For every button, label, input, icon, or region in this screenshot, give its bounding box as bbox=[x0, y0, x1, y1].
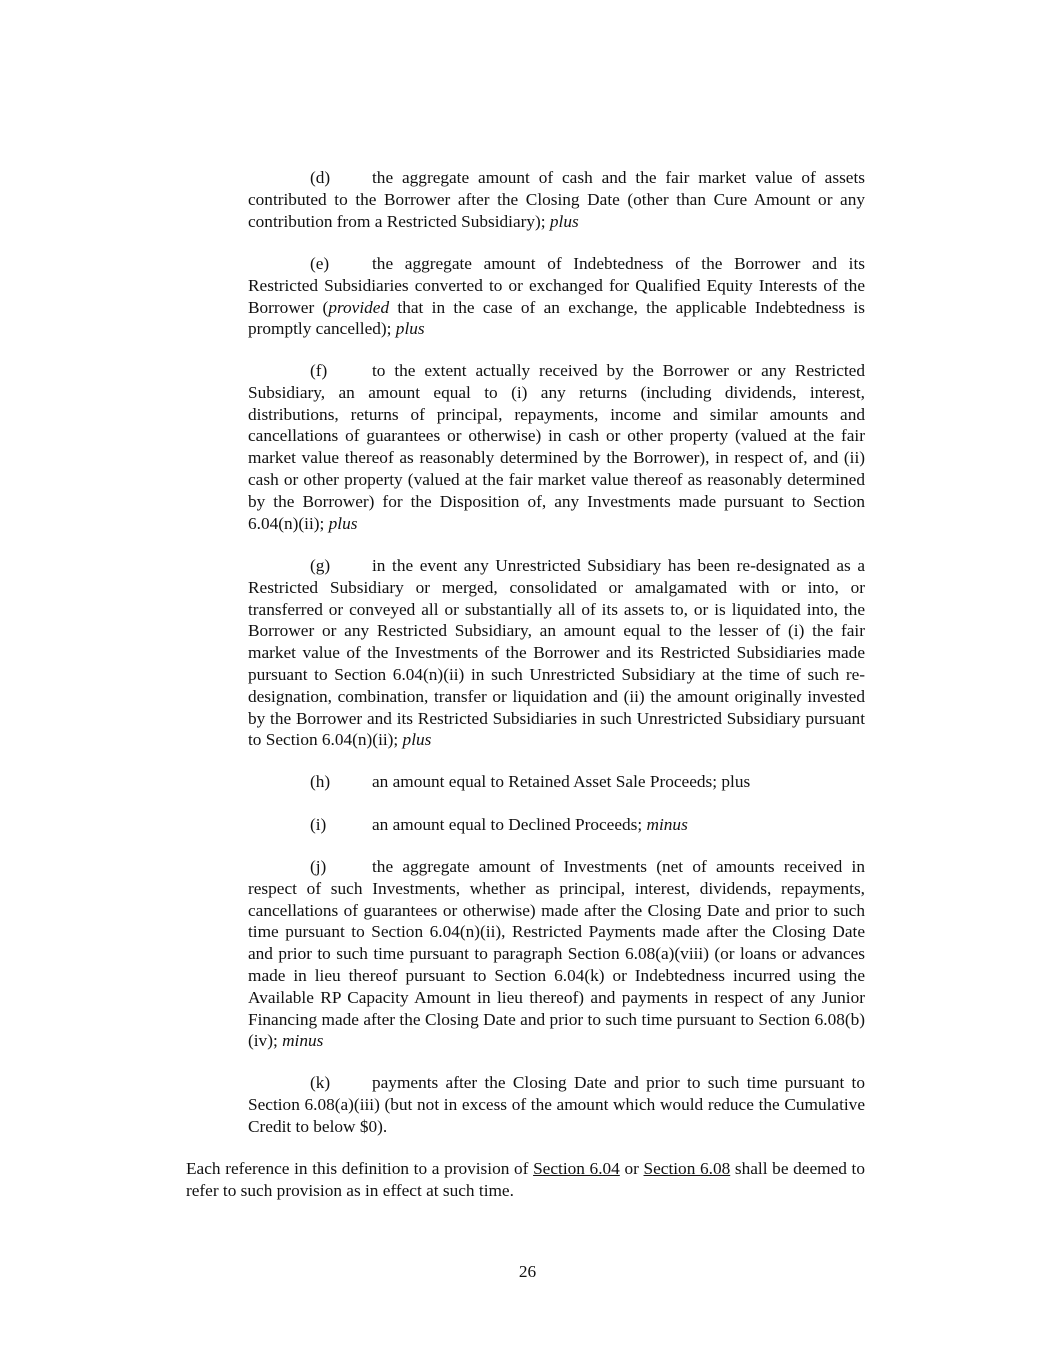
clause-suffix: plus bbox=[395, 319, 425, 339]
clause-suffix: minus bbox=[646, 815, 688, 834]
clause-i bbox=[248, 814, 865, 836]
clause-text: an amount equal to Retained Asset Sale Proceeds; plus bbox=[372, 772, 751, 791]
closing-text: or bbox=[619, 1159, 644, 1178]
clause-text: the aggregate amount of cash and the fair market value of assets contributed to the Borrower after the Closing Date (other than Cure Amount or any contribution from a Restricted Subsidiary); bbox=[248, 168, 865, 231]
clause-text: the aggregate amount of Investments (net of amounts received in respect of such Investments, whether as principal, interest, dividends, repayments, cancellations of guarantees or otherwise) made after the Closing Date and prior to such time pursuant to Section 6.04(n)(ii), Restricted Payments made after the Closing Date and prior to such time pursuant to paragraph Section 6.08(a)(viii) (or loans or advances made in lieu thereof pursuant to Section 6.04(k) or Indebtedness incurred using the Available RP Capacity Amount in lieu thereof) and payments in respect of any Junior Financing made after the Closing Date and prior to such time pursuant to Section 6.08(b)(iv); bbox=[248, 857, 865, 1051]
clause-e bbox=[248, 253, 865, 340]
clause-h bbox=[248, 771, 865, 793]
clause-label: (g) bbox=[310, 556, 331, 575]
section-reference-link: Section 6.04 bbox=[533, 1159, 620, 1178]
clause-label: (f) bbox=[310, 361, 328, 380]
clause-suffix: plus bbox=[549, 211, 579, 231]
clause-text: the aggregate amount of Indebtedness of the Borrower and its Restricted Subsidiaries converted to or exchanged for Qualified Equity Interests of the Borrower ( bbox=[248, 254, 865, 317]
clause-label: (e) bbox=[310, 254, 330, 273]
clause-suffix: plus bbox=[328, 513, 358, 533]
section-reference-link: Section 6.08 bbox=[643, 1159, 731, 1178]
clause-text-continued: that in the case of an exchange, the applicable Indebtedness is promptly cancelled); bbox=[248, 297, 865, 339]
clause-suffix: plus bbox=[402, 730, 432, 750]
clause-text: payments after the Closing Date and prior to such time pursuant to Section 6.08(a)(iii) (but not in excess of the amount which would reduce the Cumulative Credit to below $0). bbox=[248, 1073, 865, 1136]
clause-suffix: minus bbox=[282, 1031, 324, 1051]
closing-text: Each reference in this definition to a provision of bbox=[186, 1159, 534, 1178]
clause-g bbox=[248, 555, 865, 751]
clause-f bbox=[248, 360, 865, 534]
page-number: 26 bbox=[518, 1262, 537, 1281]
clause-label: (d) bbox=[310, 168, 331, 187]
clause-text: in the event any Unrestricted Subsidiary has been re-designated as a Restricted Subsidiary or merged, consolidated or amalgamated with or into, or transferred or conveyed all or substantially all of its assets to, or is liquidated into, the Borrower or any Restricted Subsidiary, an amount equal to the lesser of (i) the fair market value of the Investments of the Borrower and its Restricted Subsidiaries made pursuant to Section 6.04(n)(ii) in such Unrestricted Subsidiary at the time of such re-designation, combination, transfer or liquidation and (ii) the amount originally invested by the Borrower and its Restricted Subsidiaries in such Unrestricted Subsidiary pursuant to Section 6.04(n)(ii); bbox=[248, 556, 865, 750]
clause-d bbox=[248, 167, 865, 232]
closing-paragraph bbox=[186, 1158, 865, 1202]
clause-k bbox=[248, 1072, 865, 1137]
clause-text: to the extent actually received by the Borrower or any Restricted Subsidiary, an amount equal to (i) any returns (including dividends, interest, distributions, returns of principal, repayments, income and similar amounts and cancellations of guarantees or otherwise) in cash or other property (valued at the fair market value thereof as reasonably determined by the Borrower), in respect of, and (ii) cash or other property (valued at the fair market value thereof as reasonably determined by the Borrower) for the Disposition of, any Investments made pursuant to Section 6.04(n)(ii); bbox=[248, 361, 865, 533]
clause-emphasis: provided bbox=[328, 297, 390, 317]
clause-label: (k) bbox=[310, 1073, 331, 1092]
clause-label: (i) bbox=[310, 815, 327, 834]
clause-label: (h) bbox=[310, 772, 331, 791]
clause-label: (j) bbox=[310, 857, 327, 876]
clause-text: an amount equal to Declined Proceeds; bbox=[372, 815, 647, 834]
closing-text: shall be deemed to refer to such provision as in effect at such time. bbox=[186, 1159, 865, 1200]
clause-j bbox=[248, 856, 865, 1052]
